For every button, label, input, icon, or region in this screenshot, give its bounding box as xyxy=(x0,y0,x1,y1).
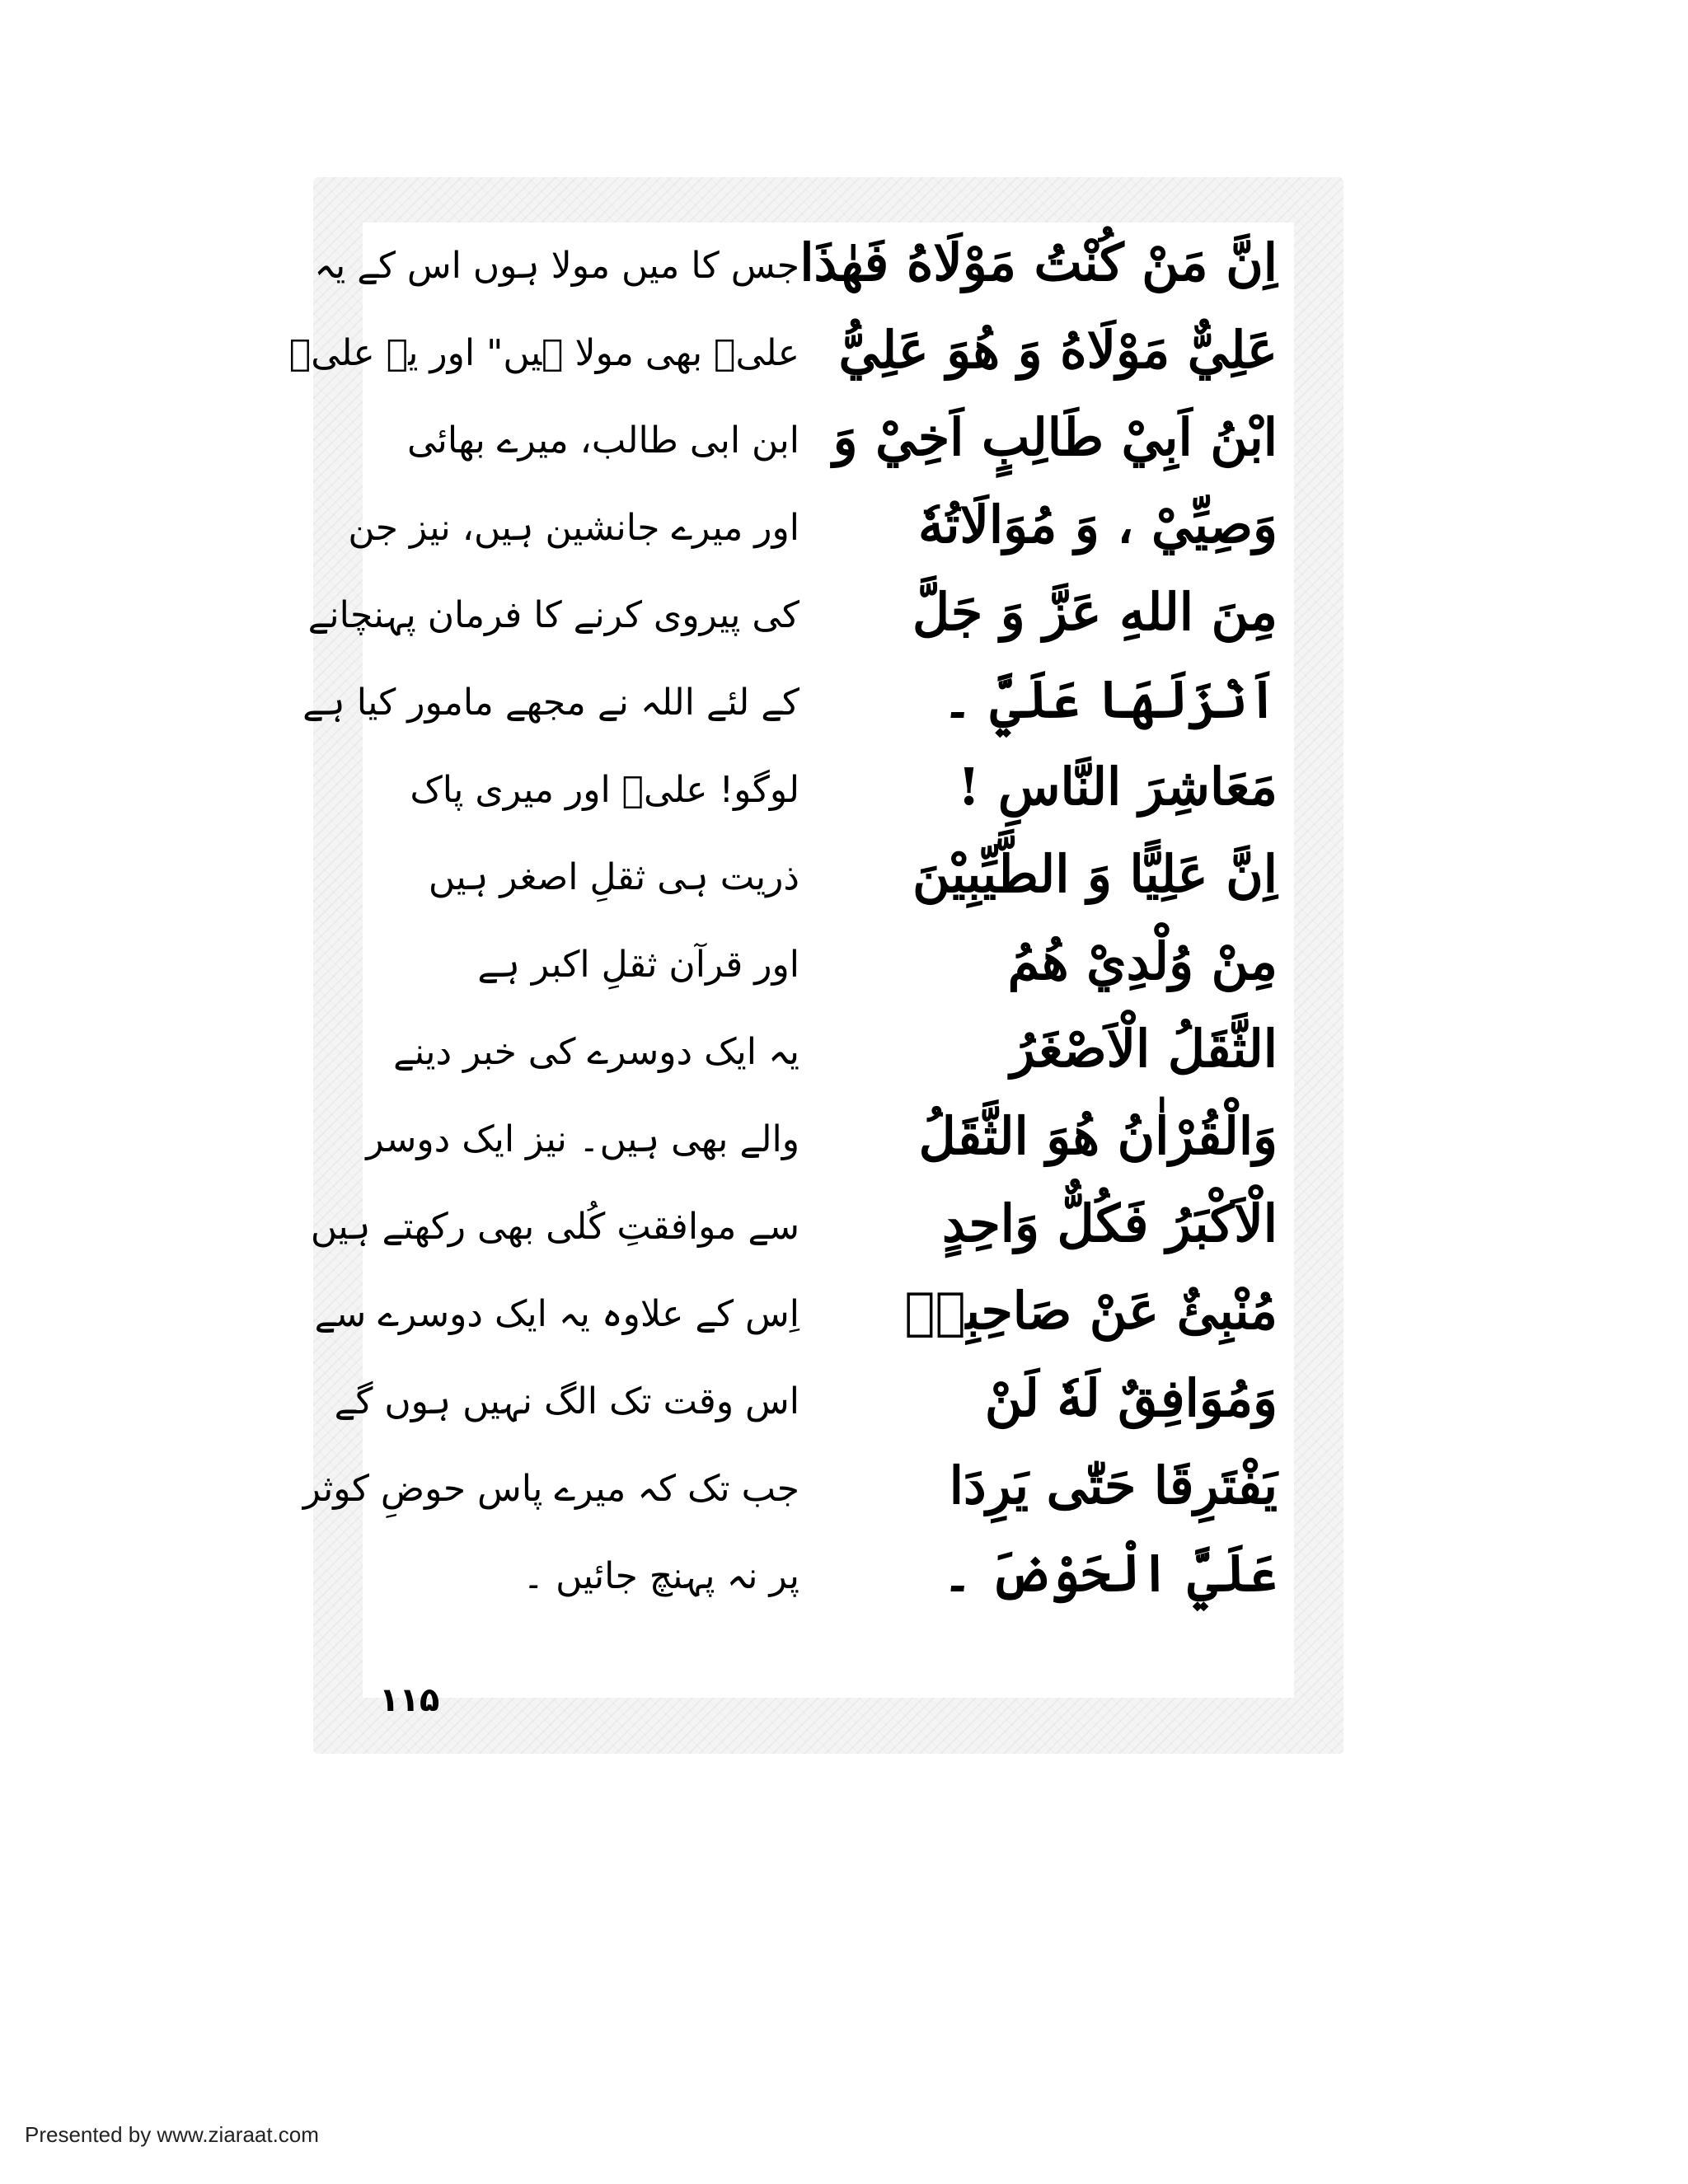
text-line xyxy=(288,310,1294,391)
urdu-translation: لوگو! علیؑ اور میری پاک xyxy=(410,769,799,811)
text-line xyxy=(314,223,1294,303)
urdu-translation: اِس کے علاوہ یہ ایک دوسرے سے xyxy=(314,1293,799,1335)
text-line xyxy=(307,572,1294,653)
arabic-verse: الثَّقَلُ الْاَصْغَرُ xyxy=(1010,1019,1278,1079)
text-line xyxy=(363,834,1294,915)
arabic-verse: مَعَاشِرَ النَّاسِ ! xyxy=(958,757,1278,817)
urdu-translation: علیؑ بھی مولا ہیں" اور یہ علیؑ xyxy=(288,332,799,374)
text-line xyxy=(363,747,1294,827)
urdu-translation: کی پیروی کرنے کا فرمان پہنچانے xyxy=(307,594,799,636)
text-line xyxy=(363,921,1294,1002)
urdu-translation: اور میرے جانشین ہیں، نیز جن xyxy=(348,507,799,549)
urdu-translation: اس وقت تک الگ نہیں ہوں گے xyxy=(334,1380,799,1422)
text-line xyxy=(314,1271,1294,1352)
arabic-verse: الْاَكْبَرُ فَكُلٌّ وَاحِدٍ xyxy=(941,1193,1278,1254)
arabic-verse: ابْنُ اَبِيْ طَالِبٍ اَخِيْ وَ xyxy=(832,407,1278,467)
urdu-translation: سے موافقتِ کُلی بھی رکھتے ہیں xyxy=(310,1206,799,1248)
urdu-translation: کے لئے اللہ نے مجھے مامور کیا ہے xyxy=(302,682,799,724)
urdu-translation: یہ ایک دوسرے کی خبر دینے xyxy=(393,1031,799,1073)
urdu-translation: پر نہ پہنچ جائیں ۔ xyxy=(523,1555,799,1597)
urdu-translation: والے بھی ہیں۔ نیز ایک دوسر xyxy=(366,1118,799,1160)
urdu-translation: جب تک کہ میرے پاس حوضِ کوثر xyxy=(302,1468,799,1510)
arabic-verse: اَنْزَلَهَا عَلَيَّ ۔ xyxy=(942,669,1278,729)
text-line xyxy=(363,1009,1294,1090)
urdu-translation: اور قرآن ثقلِ اکبر ہے xyxy=(477,944,799,986)
arabic-verse: يَفْتَرِقَا حَتّٰى يَرِدَا xyxy=(949,1455,1278,1516)
text-line xyxy=(363,1096,1294,1177)
arabic-verse: وَالْقُرْاٰنُ هُوَ الثَّقَلُ xyxy=(918,1106,1278,1166)
urdu-translation: ذریت ہی ثقلِ اصغر ہیں xyxy=(428,856,799,898)
arabic-verse: وَصِيِّيْ ، وَ مُوَالَاتُهٗ xyxy=(918,494,1278,555)
text-line xyxy=(363,397,1294,478)
text-line xyxy=(302,1446,1294,1526)
urdu-translation: جس کا میں مولا ہوں اس کے یہ xyxy=(314,245,799,287)
page-number: ۱۱۵ xyxy=(379,1681,440,1719)
arabic-verse: مِنْ وُلْدِيْ هُمُ xyxy=(1007,931,1278,991)
footer-credit: Presented by www.ziaraat.com xyxy=(25,2122,319,2147)
arabic-verse: اِنَّ مَنْ كُنْتُ مَوْلَاهُ فَهٰذَا xyxy=(799,232,1278,293)
urdu-translation: ابن ابی طالب، میرے بھائی xyxy=(406,419,799,462)
arabic-verse: مُنْبِئٌ عَنْ صَاحِبِهٖ xyxy=(904,1281,1278,1341)
page-text-area xyxy=(288,223,1294,1719)
arabic-verse: وَمُوَافِقٌ لَهٗ لَنْ xyxy=(984,1368,1278,1428)
arabic-verse: اِنَّ عَلِيًّا وَ الطَّيِّبِيْنَ xyxy=(912,844,1278,904)
book-page xyxy=(288,177,1343,1754)
text-line xyxy=(302,659,1294,740)
text-line xyxy=(363,1533,1294,1614)
arabic-verse: مِنَ اللهِ عَزَّ وَ جَلَّ xyxy=(912,582,1278,642)
arabic-verse: عَلَيَّ الْحَوْضَ ۔ xyxy=(942,1543,1278,1603)
text-line xyxy=(334,1358,1294,1439)
arabic-verse: عَلِيٌّ مَوْلَاهُ وَ هُوَ عَلِيُّ xyxy=(838,320,1278,380)
text-line xyxy=(348,485,1294,565)
text-line xyxy=(310,1183,1294,1264)
